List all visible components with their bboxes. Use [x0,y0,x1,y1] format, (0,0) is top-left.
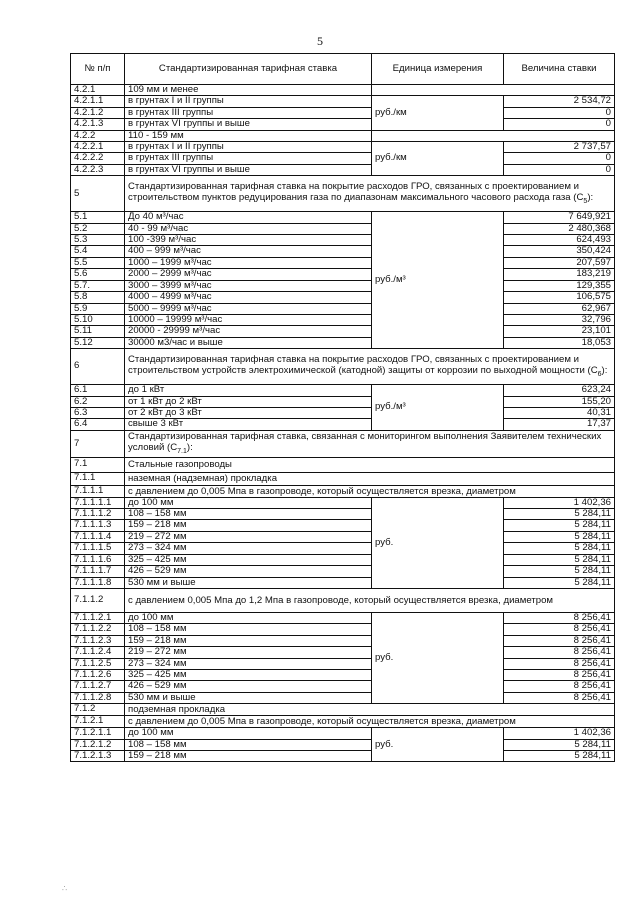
section-subscript: 6 [597,370,602,378]
row-name: 219 – 272 мм [125,647,372,658]
section-number: 7.1.1.1 [71,485,125,497]
row-number: 7.1.1.1.1 [71,497,125,508]
unit-empty [372,85,615,96]
table-row [71,497,615,508]
header-num: № п/п [71,54,125,85]
table-row [71,164,615,175]
row-number: 4.2.2 [71,130,125,141]
row-value: 0 [504,164,615,175]
table-row [71,349,615,385]
row-value: 8 256,41 [504,681,615,692]
table-row [71,704,615,716]
row-value: 1 402,36 [504,728,615,739]
section-text: Стальные газопроводы [125,457,615,472]
table-row [71,566,615,577]
table-row [71,658,615,669]
row-name: 159 – 218 мм [125,750,372,761]
row-number: 7.1.2.1.3 [71,750,125,761]
row-number: 7.1.2.1.1 [71,728,125,739]
table-row [71,107,615,118]
table-row [71,509,615,520]
row-number: 7.1.2.1.2 [71,739,125,750]
row-value: 5 284,11 [504,520,615,531]
row-number: 7.1.1.2.3 [71,635,125,646]
row-number: 5.8 [71,292,125,303]
table-row [71,153,615,164]
section-text-tail: ): [587,191,594,203]
table-row [71,728,615,739]
row-number: 7.1.1.1.6 [71,554,125,565]
row-name: 110 - 159 мм [125,130,372,141]
section-number: 7 [71,430,125,457]
row-name: до 1 кВт [125,385,372,396]
row-name: 426 – 529 мм [125,681,372,692]
tariff-table [70,53,615,762]
row-name: свыше 3 кВт [125,419,372,430]
row-value: 5 284,11 [504,531,615,542]
table-row [71,472,615,485]
row-value: 5 284,11 [504,577,615,588]
section-number: 5 [71,176,125,212]
row-name: 40 - 99 м³/час [125,223,372,234]
row-value: 5 284,11 [504,509,615,520]
row-name: 10000 – 19999 м³/час [125,314,372,325]
table-row [71,716,615,728]
row-value: 2 480,368 [504,223,615,234]
section-number: 6 [71,349,125,385]
row-value: 5 284,11 [504,554,615,565]
row-number: 7.1.1.1.4 [71,531,125,542]
unit-cell: руб. [372,497,504,588]
row-number: 5.7. [71,280,125,291]
row-value: 624,493 [504,235,615,246]
section-text-tail: ): [186,441,193,453]
table-row [71,142,615,153]
table-row [71,554,615,565]
row-name: 109 мм и менее [125,85,372,96]
row-number: 7.1.1.1.2 [71,509,125,520]
table-row [71,235,615,246]
row-name: 400 – 999 м³/час [125,246,372,257]
row-number: 7.1.1.1.8 [71,577,125,588]
section-text-main: Стандартизированная тарифная ставка, связанная с мониторингом выполнения Заявителем технических условий (С [128,430,602,453]
row-number: 5.5 [71,257,125,268]
row-number: 5.4 [71,246,125,257]
row-value: 5 284,11 [504,739,615,750]
row-value: 106,575 [504,292,615,303]
row-name: в грунтах I и II группы [125,96,372,107]
section-text: наземная (надземная) прокладка [125,472,615,485]
section-subscript: 7.1 [177,447,187,455]
row-number: 7.1.1.2.7 [71,681,125,692]
row-name: 325 – 425 мм [125,554,372,565]
row-value: 1 402,36 [504,497,615,508]
row-value: 0 [504,107,615,118]
header-unit: Единица измерения [372,54,504,85]
row-number: 4.2.2.1 [71,142,125,153]
table-row [71,396,615,407]
row-name: 273 – 324 мм [125,658,372,669]
table-row [71,739,615,750]
table-row [71,212,615,223]
table-row [71,531,615,542]
row-value: 18,053 [504,337,615,348]
row-number: 7.1.1.1.5 [71,543,125,554]
row-name: в грунтах VI группы и выше [125,119,372,130]
row-number: 7.1.1.2.5 [71,658,125,669]
table-row [71,292,615,303]
row-value: 207,597 [504,257,615,268]
row-number: 5.6 [71,269,125,280]
row-name: 530 мм и выше [125,577,372,588]
row-number: 7.1.1.2.6 [71,669,125,680]
unit-cell: руб. [372,612,504,703]
table-row [71,669,615,680]
row-number: 5.12 [71,337,125,348]
row-name: до 100 мм [125,497,372,508]
table-row [71,543,615,554]
row-name: от 2 кВт до 3 кВт [125,407,372,418]
table-row [71,257,615,268]
section-text-main: Стандартизированная тарифная ставка на покрытие расходов ГРО, связанных с проектированием и строительством устройств электрохимической (катодной) защиты от коррозии по выходной мощности (С [128,353,598,376]
row-name: 4000 – 4999 м³/час [125,292,372,303]
section-text: с давлением 0,005 Мпа до 1,2 Мпа в газопроводе, который осуществляется врезка, диаметром [125,588,615,612]
table-row [71,647,615,658]
table-row [71,85,615,96]
table-row [71,130,615,141]
corner-mark: ∴ [62,884,68,893]
section-text: подземная прокладка [125,704,615,716]
row-name: от 1 кВт до 2 кВт [125,396,372,407]
table-row [71,635,615,646]
row-number: 4.2.1 [71,85,125,96]
row-number: 4.2.1.3 [71,119,125,130]
row-name: в грунтах I и II группы [125,142,372,153]
table-row [71,692,615,703]
row-value: 8 256,41 [504,612,615,623]
table-row [71,246,615,257]
row-value: 8 256,41 [504,669,615,680]
row-value: 155,20 [504,396,615,407]
table-row [71,337,615,348]
table-row [71,681,615,692]
row-value: 623,24 [504,385,615,396]
row-value: 5 284,11 [504,543,615,554]
row-name: 5000 – 9999 м³/час [125,303,372,314]
row-number: 6.1 [71,385,125,396]
table-row [71,176,615,212]
row-name: 426 – 529 мм [125,566,372,577]
row-number: 5.1 [71,212,125,223]
table-row [71,624,615,635]
row-value: 8 256,41 [504,692,615,703]
row-name: 30000 м3/час и выше [125,337,372,348]
row-value: 17,37 [504,419,615,430]
unit-cell: руб. [372,728,504,762]
table-row [71,314,615,325]
unit-cell: руб./км [372,142,504,176]
row-number: 7.1.1.1.7 [71,566,125,577]
unit-cell: руб./км [372,96,504,130]
section-text-main: Стандартизированная тарифная ставка на покрытие расходов ГРО, связанных с проектированием и строительством пунктов редуцирования газа по диапазонам максимального часового расхода газа (С [128,180,584,203]
page-number: 5 [317,34,323,48]
row-number: 5.10 [71,314,125,325]
section-text: с давлением до 0,005 Мпа в газопроводе, который осуществляется врезка, диаметром [125,716,615,728]
row-name: 108 – 158 мм [125,739,372,750]
table-row [71,750,615,761]
row-value: 2 534,72 [504,96,615,107]
table-row [71,303,615,314]
row-number: 7.1.1.2.1 [71,612,125,623]
row-name: в грунтах III группы [125,153,372,164]
table-row [71,96,615,107]
row-name: до 100 мм [125,612,372,623]
row-name: 159 – 218 мм [125,520,372,531]
table-row [71,385,615,396]
table-row [71,223,615,234]
section-number: 7.1.1.2 [71,588,125,612]
row-value: 40,31 [504,407,615,418]
row-number: 6.4 [71,419,125,430]
table-row [71,457,615,472]
row-value: 8 256,41 [504,624,615,635]
table-header-row [71,54,615,85]
section-number: 7.1.1 [71,472,125,485]
table-row [71,520,615,531]
row-value: 8 256,41 [504,658,615,669]
row-value: 129,355 [504,280,615,291]
row-name: 100 -399 м³/час [125,235,372,246]
row-name: 108 – 158 мм [125,509,372,520]
row-value: 5 284,11 [504,566,615,577]
row-value: 32,796 [504,314,615,325]
row-number: 7.1.1.2.2 [71,624,125,635]
row-number: 5.11 [71,326,125,337]
table-row [71,612,615,623]
row-name: 2000 – 2999 м³/час [125,269,372,280]
row-number: 7.1.1.1.3 [71,520,125,531]
unit-cell: руб./м³ [372,212,504,349]
row-value: 8 256,41 [504,635,615,646]
section-number: 7.1.2 [71,704,125,716]
row-number: 6.2 [71,396,125,407]
row-number: 5.2 [71,223,125,234]
row-value: 183,219 [504,269,615,280]
row-value: 0 [504,119,615,130]
table-row [71,407,615,418]
table-row [71,485,615,497]
header-rate: Стандартизированная тарифная ставка [125,54,372,85]
row-number: 4.2.2.2 [71,153,125,164]
row-name: 219 – 272 мм [125,531,372,542]
section-number: 7.1 [71,457,125,472]
row-name: 20000 - 29999 м³/час [125,326,372,337]
table-row [71,119,615,130]
row-name: в грунтах VI группы и выше [125,164,372,175]
section-subscript: 5 [583,197,588,205]
row-number: 7.1.1.2.4 [71,647,125,658]
table-row [71,326,615,337]
row-name: до 100 мм [125,728,372,739]
unit-cell: руб./м³ [372,385,504,431]
table-row [71,269,615,280]
row-name: 273 – 324 мм [125,543,372,554]
row-number: 5.9 [71,303,125,314]
row-name: 325 – 425 мм [125,669,372,680]
table-row [71,280,615,291]
row-name: 530 мм и выше [125,692,372,703]
row-name: 3000 – 3999 м³/час [125,280,372,291]
section-text-tail: ): [601,364,608,376]
row-value: 0 [504,153,615,164]
row-name: 1000 – 1999 м³/час [125,257,372,268]
row-name: в грунтах III группы [125,107,372,118]
row-number: 7.1.1.2.8 [71,692,125,703]
table-row [71,588,615,612]
header-value: Величина ставки [504,54,615,85]
table-row [71,419,615,430]
section-text [125,176,615,212]
row-value: 5 284,11 [504,750,615,761]
table-row [71,577,615,588]
row-name: 108 – 158 мм [125,624,372,635]
section-number: 7.1.2.1 [71,716,125,728]
row-value: 23,101 [504,326,615,337]
row-number: 4.2.1.2 [71,107,125,118]
section-text: с давлением до 0,005 Мпа в газопроводе, который осуществляется врезка, диаметром [125,485,615,497]
row-number: 6.3 [71,407,125,418]
row-number: 4.2.1.1 [71,96,125,107]
row-value: 62,967 [504,303,615,314]
section-text [125,430,615,457]
row-value: 350,424 [504,246,615,257]
row-number: 4.2.2.3 [71,164,125,175]
row-value: 2 737,57 [504,142,615,153]
row-number: 5.3 [71,235,125,246]
row-value: 8 256,41 [504,647,615,658]
table-row [71,430,615,457]
row-name: До 40 м³/час [125,212,372,223]
section-text [125,349,615,385]
row-value: 7 649,921 [504,212,615,223]
row-name: 159 – 218 мм [125,635,372,646]
unit-empty [372,130,615,141]
